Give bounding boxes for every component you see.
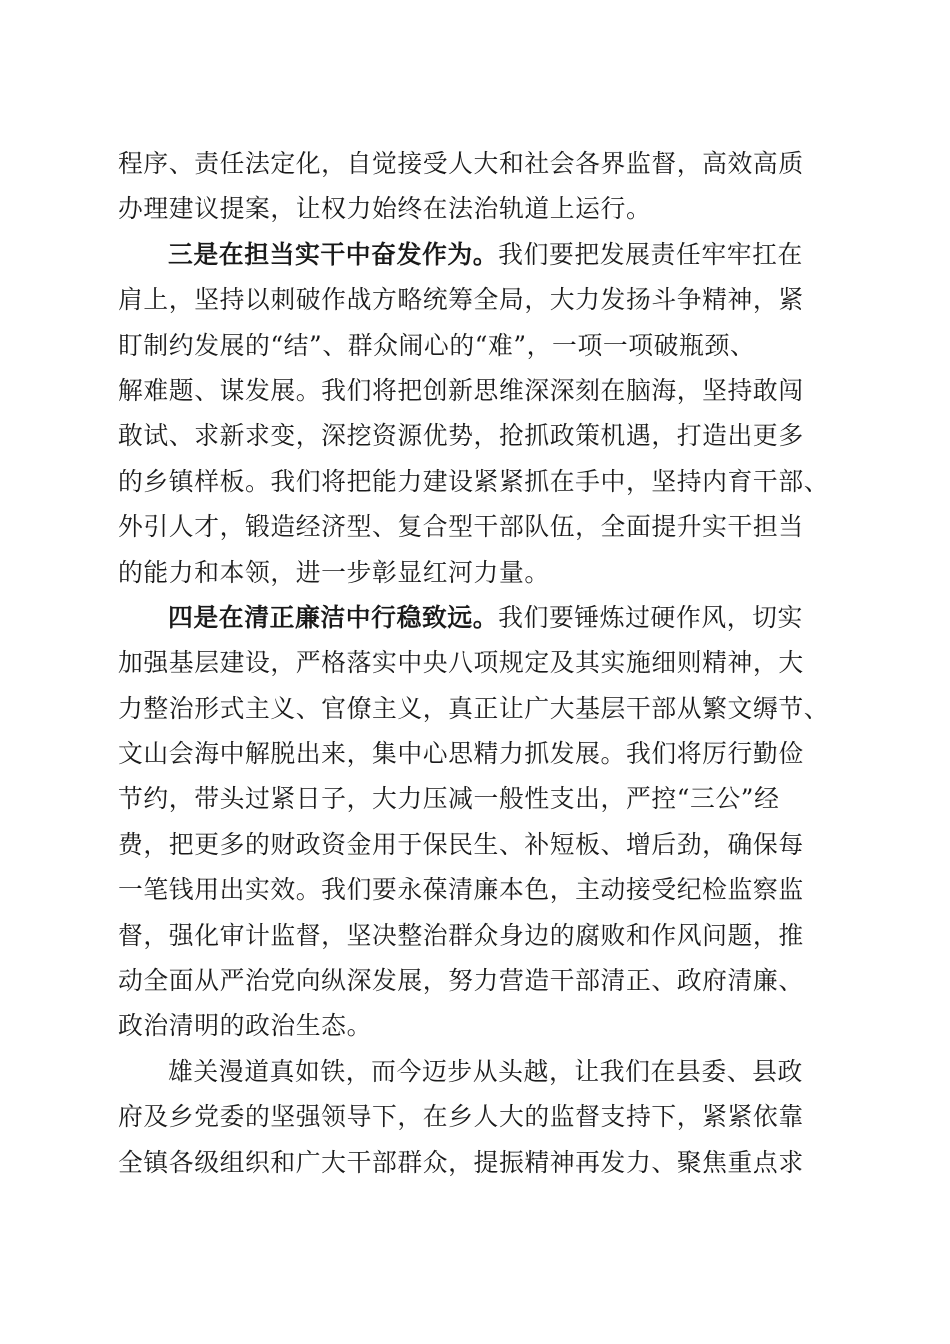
paragraph-lead-heading: 三是在担当实干中奋发作为。 <box>168 239 499 269</box>
paragraph-line: 盯制约发展的“结”、群众闹心的“难”，一项一项破瓶颈、 <box>118 330 756 360</box>
paragraph-line: 的乡镇样板。我们将把能力建设紧紧抓在手中，坚持内育干部、 <box>118 466 830 496</box>
paragraph-line: 加强基层建设，严格落实中央八项规定及其实施细则精神，大 <box>118 648 804 678</box>
paragraph-line-text: 我们要把发展责任牢牢扛在 <box>498 239 803 269</box>
paragraph-line: 一笔钱用出实效。我们要永葆清廉本色，主动接受纪检监察监 <box>118 875 804 905</box>
paragraph-first-line: 雄关漫道真如铁，而今迈步从头越，让我们在县委、县政 <box>168 1056 803 1086</box>
paragraph-line: 的能力和本领，进一步彰显红河力量。 <box>118 557 550 587</box>
paragraph-line: 文山会海中解脱出来，集中心思精力抓发展。我们将厉行勤俭 <box>118 739 804 769</box>
paragraph-line: 程序、责任法定化，自觉接受人大和社会各界监督，高效高质 <box>118 149 804 178</box>
paragraph-line-text: 我们要锤炼过硬作风，切实 <box>498 602 803 632</box>
paragraph-line: 府及乡党委的坚强领导下，在乡人大的监督支持下，紧紧依靠 <box>118 1102 804 1132</box>
document-body <box>118 141 838 1185</box>
paragraph-line: 力整治形式主义、官僚主义，真正让广大基层干部从繁文缛节、 <box>118 693 830 723</box>
paragraph-line: 解难题、谋发展。我们将把创新思维深深刻在脑海，坚持敢闯 <box>118 375 804 405</box>
paragraph-line: 费，把更多的财政资金用于保民生、补短板、增后劲，确保每 <box>118 829 804 859</box>
paragraph-lead-heading: 四是在清正廉洁中行稳致远。 <box>168 602 499 632</box>
paragraph-first-line <box>118 595 838 640</box>
paragraph-line: 办理建议提案，让权力始终在法治轨道上运行。 <box>118 194 652 224</box>
paragraph-line: 敢试、求新求变，深挖资源优势，抢抓政策机遇，打造出更多 <box>118 421 804 451</box>
paragraph-first-line <box>118 232 838 277</box>
paragraph-line: 督，强化审计监督，坚决整治群众身边的腐败和作风问题，推 <box>118 920 804 950</box>
paragraph-line: 全镇各级组织和广大干部群众，提振精神再发力、聚焦重点求 <box>118 1147 804 1177</box>
paragraph-line: 肩上，坚持以刺破作战方略统筹全局，大力发扬斗争精神，紧 <box>118 285 804 315</box>
paragraph-line: 节约，带头过紧日子，大力压减一般性支出，严控“三公”经 <box>118 784 780 814</box>
paragraph-line: 外引人才，锻造经济型、复合型干部队伍，全面提升实干担当 <box>118 512 804 542</box>
paragraph-line: 政治清明的政治生态。 <box>118 1011 372 1041</box>
paragraph-line: 动全面从严治党向纵深发展，努力营造干部清正、政府清廉、 <box>118 966 804 996</box>
